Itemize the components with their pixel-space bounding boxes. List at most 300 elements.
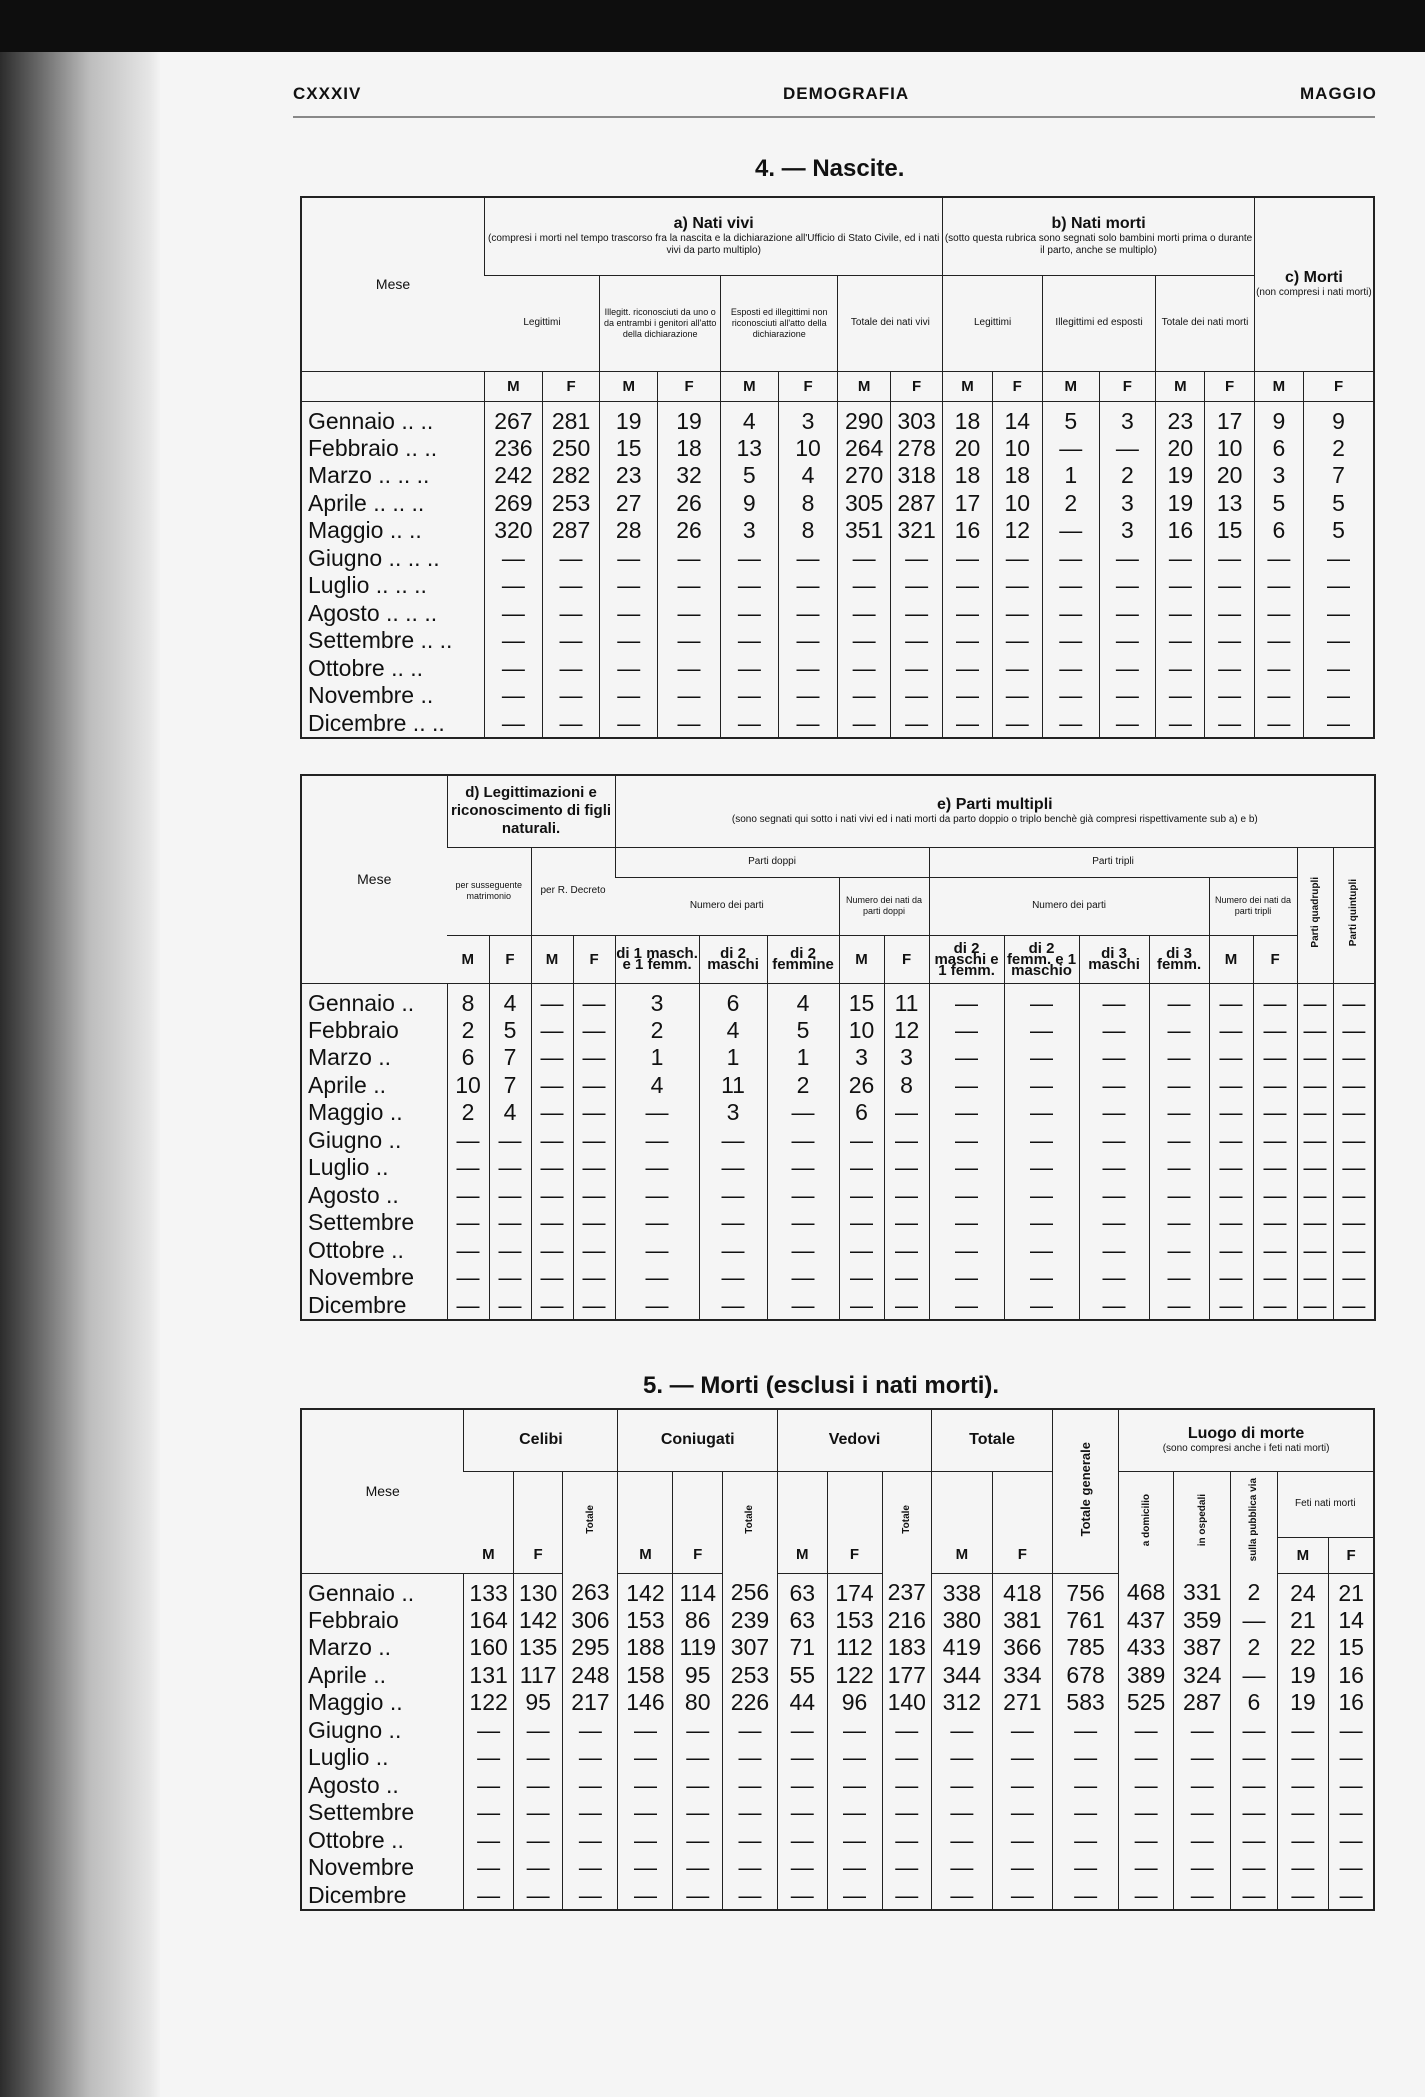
totale-f: F (992, 1537, 1053, 1573)
value-cell: 3 (1254, 462, 1303, 490)
value-cell: — (615, 1127, 699, 1155)
value-cell: 95 (513, 1689, 563, 1717)
value-cell: — (943, 682, 992, 710)
value-cell: 86 (673, 1607, 723, 1635)
value-cell: — (658, 682, 721, 710)
value-cell: — (1231, 1882, 1277, 1910)
value-cell: 1 (699, 1044, 767, 1072)
value-cell: — (943, 627, 992, 655)
nati-parti-doppi-header: Numero dei nati da parti doppi (839, 877, 929, 935)
totale-vivi-header: Totale dei nati vivi (838, 275, 943, 371)
value-cell: — (1149, 1154, 1209, 1182)
table-row (301, 490, 1374, 518)
value-cell: — (1277, 1717, 1329, 1745)
value-cell: — (1277, 1827, 1329, 1855)
value-cell: — (929, 1044, 1004, 1072)
mese-header: Mese (301, 197, 485, 371)
value-cell: — (1174, 1772, 1231, 1800)
value-cell: — (890, 545, 942, 573)
value-cell: — (1304, 545, 1374, 573)
value-cell: 10 (1205, 435, 1254, 463)
value-cell: — (1004, 1044, 1079, 1072)
value-cell: — (992, 600, 1042, 628)
value-cell: — (1209, 1017, 1253, 1045)
value-cell: 10 (839, 1017, 884, 1045)
table-row (301, 545, 1374, 573)
value-cell: — (1333, 1154, 1375, 1182)
value-cell: 32 (658, 462, 721, 490)
value-cell: — (1297, 1044, 1333, 1072)
value-cell: — (1119, 1827, 1174, 1855)
value-cell: — (929, 1182, 1004, 1210)
value-cell: 2 (1231, 1634, 1277, 1662)
table-row (301, 682, 1374, 710)
value-cell: — (1333, 1017, 1375, 1045)
value-cell: — (722, 1744, 777, 1772)
value-cell: — (777, 1799, 827, 1827)
value-cell: — (1329, 1799, 1374, 1827)
value-cell: — (838, 655, 890, 683)
value-cell: — (531, 1209, 573, 1237)
value-cell: 6 (447, 1044, 489, 1072)
value-cell: 2 (1304, 435, 1374, 463)
value-cell: — (447, 1154, 489, 1182)
value-cell: — (722, 1882, 777, 1910)
month-cell: Agosto .. .. .. (308, 599, 438, 626)
feti-m: M (1277, 1537, 1329, 1573)
value-cell: — (513, 1772, 563, 1800)
table-row (301, 1607, 1374, 1635)
value-cell: — (929, 983, 1004, 1017)
value-cell: 359 (1174, 1607, 1231, 1635)
value-cell: — (618, 1717, 673, 1745)
value-cell: — (1079, 1017, 1149, 1045)
page-number: CXXXIV (293, 84, 362, 103)
value-cell: 5 (1254, 490, 1303, 518)
value-cell: — (1156, 572, 1205, 600)
morti-table (300, 1408, 1375, 1911)
value-cell: — (699, 1264, 767, 1292)
value-cell: 15 (839, 983, 884, 1017)
value-cell: — (1231, 1717, 1277, 1745)
value-cell: — (838, 572, 890, 600)
value-cell: 256 (722, 1573, 777, 1607)
value-cell: — (485, 655, 543, 683)
value-cell: — (1297, 1264, 1333, 1292)
value-cell: — (1253, 1017, 1297, 1045)
value-cell: — (1004, 1237, 1079, 1265)
value-cell: 80 (673, 1689, 723, 1717)
value-cell: — (1079, 1209, 1149, 1237)
value-cell: — (1253, 1264, 1297, 1292)
value-cell: — (884, 1209, 929, 1237)
value-cell: 12 (884, 1017, 929, 1045)
value-cell: — (513, 1799, 563, 1827)
value-cell: — (778, 682, 838, 710)
coniugati-totale-header: Totale (722, 1471, 777, 1573)
value-cell: — (1329, 1744, 1374, 1772)
table-row (301, 1717, 1374, 1745)
value-cell: — (1119, 1882, 1174, 1910)
value-cell: 433 (1119, 1634, 1174, 1662)
value-cell: — (658, 710, 721, 738)
value-cell: — (563, 1717, 618, 1745)
table-row (301, 627, 1374, 655)
value-cell: 153 (827, 1607, 882, 1635)
value-cell: — (827, 1772, 882, 1800)
value-cell: — (884, 1099, 929, 1127)
value-cell: 437 (1119, 1607, 1174, 1635)
value-cell: — (882, 1799, 932, 1827)
sex-col-header: M (485, 371, 543, 401)
sex-col-header: F (658, 371, 721, 401)
value-cell: 4 (699, 1017, 767, 1045)
value-cell: — (600, 600, 658, 628)
value-cell: — (1209, 1182, 1253, 1210)
value-cell: — (1253, 1044, 1297, 1072)
value-cell: 3 (839, 1044, 884, 1072)
parti-doppi-header: Parti doppi (615, 847, 929, 877)
doppi-1m1f-header: di 1 masch. e 1 femm. (615, 935, 699, 983)
value-cell: — (767, 1264, 839, 1292)
value-cell: — (720, 545, 778, 573)
value-cell: — (699, 1154, 767, 1182)
value-cell: — (1333, 1127, 1375, 1155)
value-cell: — (1079, 1072, 1149, 1100)
value-cell: — (513, 1717, 563, 1745)
value-cell: — (1079, 1044, 1149, 1072)
value-cell: 16 (1329, 1689, 1374, 1717)
value-cell: — (767, 1099, 839, 1127)
illegittimi-esposti-header: Illegittimi ed esposti (1042, 275, 1155, 371)
value-cell: — (464, 1744, 514, 1772)
value-cell: — (722, 1717, 777, 1745)
value-cell: — (542, 710, 600, 738)
sex-col-header: F (1205, 371, 1254, 401)
value-cell: — (1304, 600, 1374, 628)
table-row (301, 1854, 1374, 1882)
value-cell: — (618, 1772, 673, 1800)
value-cell: — (1297, 1292, 1333, 1320)
value-cell: 55 (777, 1662, 827, 1690)
coniugati-m: M (618, 1537, 673, 1573)
value-cell: 2 (1231, 1573, 1277, 1607)
value-cell: 8 (447, 983, 489, 1017)
value-cell: — (929, 1209, 1004, 1237)
nati-doppi-f: F (884, 935, 929, 983)
value-cell: — (767, 1209, 839, 1237)
value-cell: 785 (1053, 1634, 1119, 1662)
value-cell: — (1253, 983, 1297, 1017)
value-cell: — (542, 682, 600, 710)
value-cell: — (485, 682, 543, 710)
value-cell: — (1205, 572, 1254, 600)
table-row (301, 1209, 1375, 1237)
value-cell: 331 (1174, 1573, 1231, 1607)
value-cell: — (932, 1772, 993, 1800)
month-cell: Ottobre .. .. (308, 654, 424, 681)
value-cell: 3 (884, 1044, 929, 1072)
value-cell: 756 (1053, 1573, 1119, 1607)
totale-header: Totale (932, 1409, 1053, 1471)
value-cell: — (720, 655, 778, 683)
value-cell: — (1297, 1237, 1333, 1265)
table-row (301, 1044, 1375, 1072)
value-cell: 242 (485, 462, 543, 490)
value-cell: — (1174, 1799, 1231, 1827)
value-cell: — (1149, 1292, 1209, 1320)
value-cell: — (1149, 1182, 1209, 1210)
value-cell: — (932, 1854, 993, 1882)
celibi-m: M (464, 1537, 514, 1573)
value-cell: — (882, 1882, 932, 1910)
value-cell: 351 (838, 517, 890, 545)
table-row (301, 1744, 1374, 1772)
value-cell: — (722, 1799, 777, 1827)
value-cell: — (943, 572, 992, 600)
illegittimi-riconosciuti-header: Illegitt. riconosciuti da uno o da entrambi i genitori all'atto della dichiarazione (600, 275, 721, 371)
value-cell: — (1231, 1607, 1277, 1635)
value-cell: — (1174, 1854, 1231, 1882)
value-cell: — (1254, 572, 1303, 600)
value-cell: — (720, 600, 778, 628)
value-cell: — (1253, 1127, 1297, 1155)
month-cell: Dicembre .. .. (308, 709, 445, 736)
value-cell: — (827, 1882, 882, 1910)
value-cell: — (1042, 517, 1099, 545)
value-cell: — (658, 655, 721, 683)
value-cell: 6 (699, 983, 767, 1017)
value-cell: — (1149, 1127, 1209, 1155)
value-cell: — (827, 1827, 882, 1855)
value-cell: — (531, 1017, 573, 1045)
table-row (301, 1689, 1374, 1717)
value-cell: — (882, 1717, 932, 1745)
totale-generale-header: Totale generale (1053, 1409, 1119, 1573)
parti-multipli-header: e) Parti multipli (sono segnati qui sotto i nati vivi ed i nati morti da parto doppio o triplo benchè già compresi rispettivamente sub a) e b) (615, 775, 1375, 847)
value-cell: 5 (767, 1017, 839, 1045)
esposti-header: Esposti ed illegittimi non riconosciuti all'atto della dichiarazione (720, 275, 837, 371)
value-cell: — (1277, 1854, 1329, 1882)
value-cell: — (600, 710, 658, 738)
value-cell: — (943, 600, 992, 628)
value-cell: 142 (513, 1607, 563, 1635)
value-cell: — (778, 655, 838, 683)
value-cell: 10 (447, 1072, 489, 1100)
value-cell: — (1297, 1099, 1333, 1127)
value-cell: 3 (615, 983, 699, 1017)
value-cell: — (1053, 1744, 1119, 1772)
value-cell: 12 (992, 517, 1042, 545)
value-cell: 3 (699, 1099, 767, 1127)
value-cell: — (943, 545, 992, 573)
value-cell: — (1079, 1099, 1149, 1127)
month-cell: Gennaio .. (308, 1579, 415, 1606)
value-cell: — (485, 600, 543, 628)
value-cell: 63 (777, 1607, 827, 1635)
value-cell: — (1156, 600, 1205, 628)
parti-quintupli-header: Parti quintupli (1333, 847, 1375, 983)
value-cell: — (767, 1154, 839, 1182)
value-cell: 9 (1304, 401, 1374, 435)
sex-col-header: F (1304, 371, 1374, 401)
value-cell: 131 (464, 1662, 514, 1690)
value-cell: 264 (838, 435, 890, 463)
value-cell: 174 (827, 1573, 882, 1607)
value-cell: — (1333, 1099, 1375, 1127)
value-cell: — (778, 627, 838, 655)
value-cell: — (1253, 1072, 1297, 1100)
value-cell: — (1254, 655, 1303, 683)
value-cell: 4 (489, 983, 531, 1017)
value-cell: 14 (1329, 1607, 1374, 1635)
value-cell: — (1277, 1772, 1329, 1800)
value-cell: 303 (890, 401, 942, 435)
sex-col-header: F (778, 371, 838, 401)
value-cell: — (839, 1127, 884, 1155)
value-cell: 10 (778, 435, 838, 463)
value-cell: — (929, 1292, 1004, 1320)
nascite-table (300, 196, 1375, 739)
value-cell: 19 (1277, 1689, 1329, 1717)
value-cell: — (1079, 1182, 1149, 1210)
table-row (301, 1127, 1375, 1155)
value-cell: — (1079, 1154, 1149, 1182)
value-cell: — (673, 1744, 723, 1772)
value-cell: — (542, 627, 600, 655)
value-cell: — (777, 1827, 827, 1855)
value-cell: 278 (890, 435, 942, 463)
value-cell: 312 (932, 1689, 993, 1717)
month-cell: Marzo .. .. .. (308, 462, 430, 489)
value-cell: 253 (722, 1662, 777, 1690)
value-cell: 130 (513, 1573, 563, 1607)
sex-col-header: M (838, 371, 890, 401)
value-cell: — (1004, 1182, 1079, 1210)
value-cell: — (838, 545, 890, 573)
value-cell: — (1209, 1209, 1253, 1237)
value-cell: — (1333, 1264, 1375, 1292)
value-cell: — (1174, 1744, 1231, 1772)
value-cell: 678 (1053, 1662, 1119, 1690)
value-cell: 26 (658, 517, 721, 545)
value-cell: — (827, 1717, 882, 1745)
table-row (301, 1634, 1374, 1662)
value-cell: 287 (542, 517, 600, 545)
value-cell: — (1156, 682, 1205, 710)
value-cell: — (839, 1209, 884, 1237)
value-cell: — (658, 545, 721, 573)
sex-col-header: M (1042, 371, 1099, 401)
value-cell: — (1333, 1292, 1375, 1320)
value-cell: 6 (1254, 435, 1303, 463)
value-cell: — (1253, 1209, 1297, 1237)
value-cell: — (1304, 572, 1374, 600)
value-cell: 307 (722, 1634, 777, 1662)
value-cell: 71 (777, 1634, 827, 1662)
value-cell: 8 (778, 490, 838, 518)
value-cell: — (1209, 1264, 1253, 1292)
value-cell: — (890, 710, 942, 738)
value-cell: — (464, 1827, 514, 1855)
parti-tripli-header: Parti tripli (929, 847, 1297, 877)
value-cell: 16 (943, 517, 992, 545)
legittimi-header: Legittimi (485, 275, 600, 371)
value-cell: — (890, 627, 942, 655)
value-cell: — (1099, 600, 1156, 628)
value-cell: — (722, 1827, 777, 1855)
value-cell: 16 (1156, 517, 1205, 545)
value-cell: 320 (485, 517, 543, 545)
value-cell: — (447, 1209, 489, 1237)
table-row (301, 1827, 1374, 1855)
value-cell: — (573, 1154, 615, 1182)
value-cell: — (615, 1237, 699, 1265)
value-cell: 5 (489, 1017, 531, 1045)
value-cell: — (1042, 627, 1099, 655)
value-cell: — (563, 1882, 618, 1910)
value-cell: — (884, 1127, 929, 1155)
value-cell: — (992, 1882, 1053, 1910)
value-cell: — (929, 1072, 1004, 1100)
value-cell: — (1253, 1099, 1297, 1127)
value-cell: — (1099, 572, 1156, 600)
value-cell: — (489, 1182, 531, 1210)
nati-tripli-m: M (1209, 935, 1253, 983)
value-cell: — (838, 627, 890, 655)
value-cell: — (531, 1182, 573, 1210)
value-cell: — (531, 1292, 573, 1320)
value-cell: — (615, 1209, 699, 1237)
value-cell: — (1053, 1827, 1119, 1855)
value-cell: 290 (838, 401, 890, 435)
value-cell: — (1079, 1292, 1149, 1320)
celibi-header: Celibi (464, 1409, 618, 1471)
value-cell: — (932, 1744, 993, 1772)
value-cell: — (699, 1182, 767, 1210)
value-cell: — (1042, 682, 1099, 710)
month-cell: Agosto .. (308, 1181, 399, 1208)
feti-f: F (1329, 1537, 1374, 1573)
table-row (301, 710, 1374, 738)
value-cell: — (777, 1854, 827, 1882)
value-cell: — (615, 1154, 699, 1182)
month-cell: Settembre .. .. (308, 627, 453, 654)
value-cell: — (884, 1154, 929, 1182)
value-cell: 226 (722, 1689, 777, 1717)
value-cell: 20 (943, 435, 992, 463)
value-cell: 2 (767, 1072, 839, 1100)
value-cell: 11 (699, 1072, 767, 1100)
nati-parti-tripli-header: Numero dei nati da parti tripli (1209, 877, 1297, 935)
value-cell: — (767, 1127, 839, 1155)
value-cell: — (722, 1772, 777, 1800)
value-cell: 114 (673, 1573, 723, 1607)
value-cell: — (992, 682, 1042, 710)
value-cell: — (1174, 1827, 1231, 1855)
value-cell: 96 (827, 1689, 882, 1717)
value-cell: 525 (1119, 1689, 1174, 1717)
doppi-2m-header: di 2 maschi (699, 935, 767, 983)
value-cell: 122 (464, 1689, 514, 1717)
value-cell: 1 (615, 1044, 699, 1072)
value-cell: — (542, 545, 600, 573)
value-cell: — (615, 1182, 699, 1210)
month-cell: Febbraio (308, 1606, 399, 1633)
value-cell: 3 (1099, 401, 1156, 435)
pubblica-via-header: sulla pubblica via (1231, 1471, 1277, 1573)
value-cell: — (884, 1237, 929, 1265)
